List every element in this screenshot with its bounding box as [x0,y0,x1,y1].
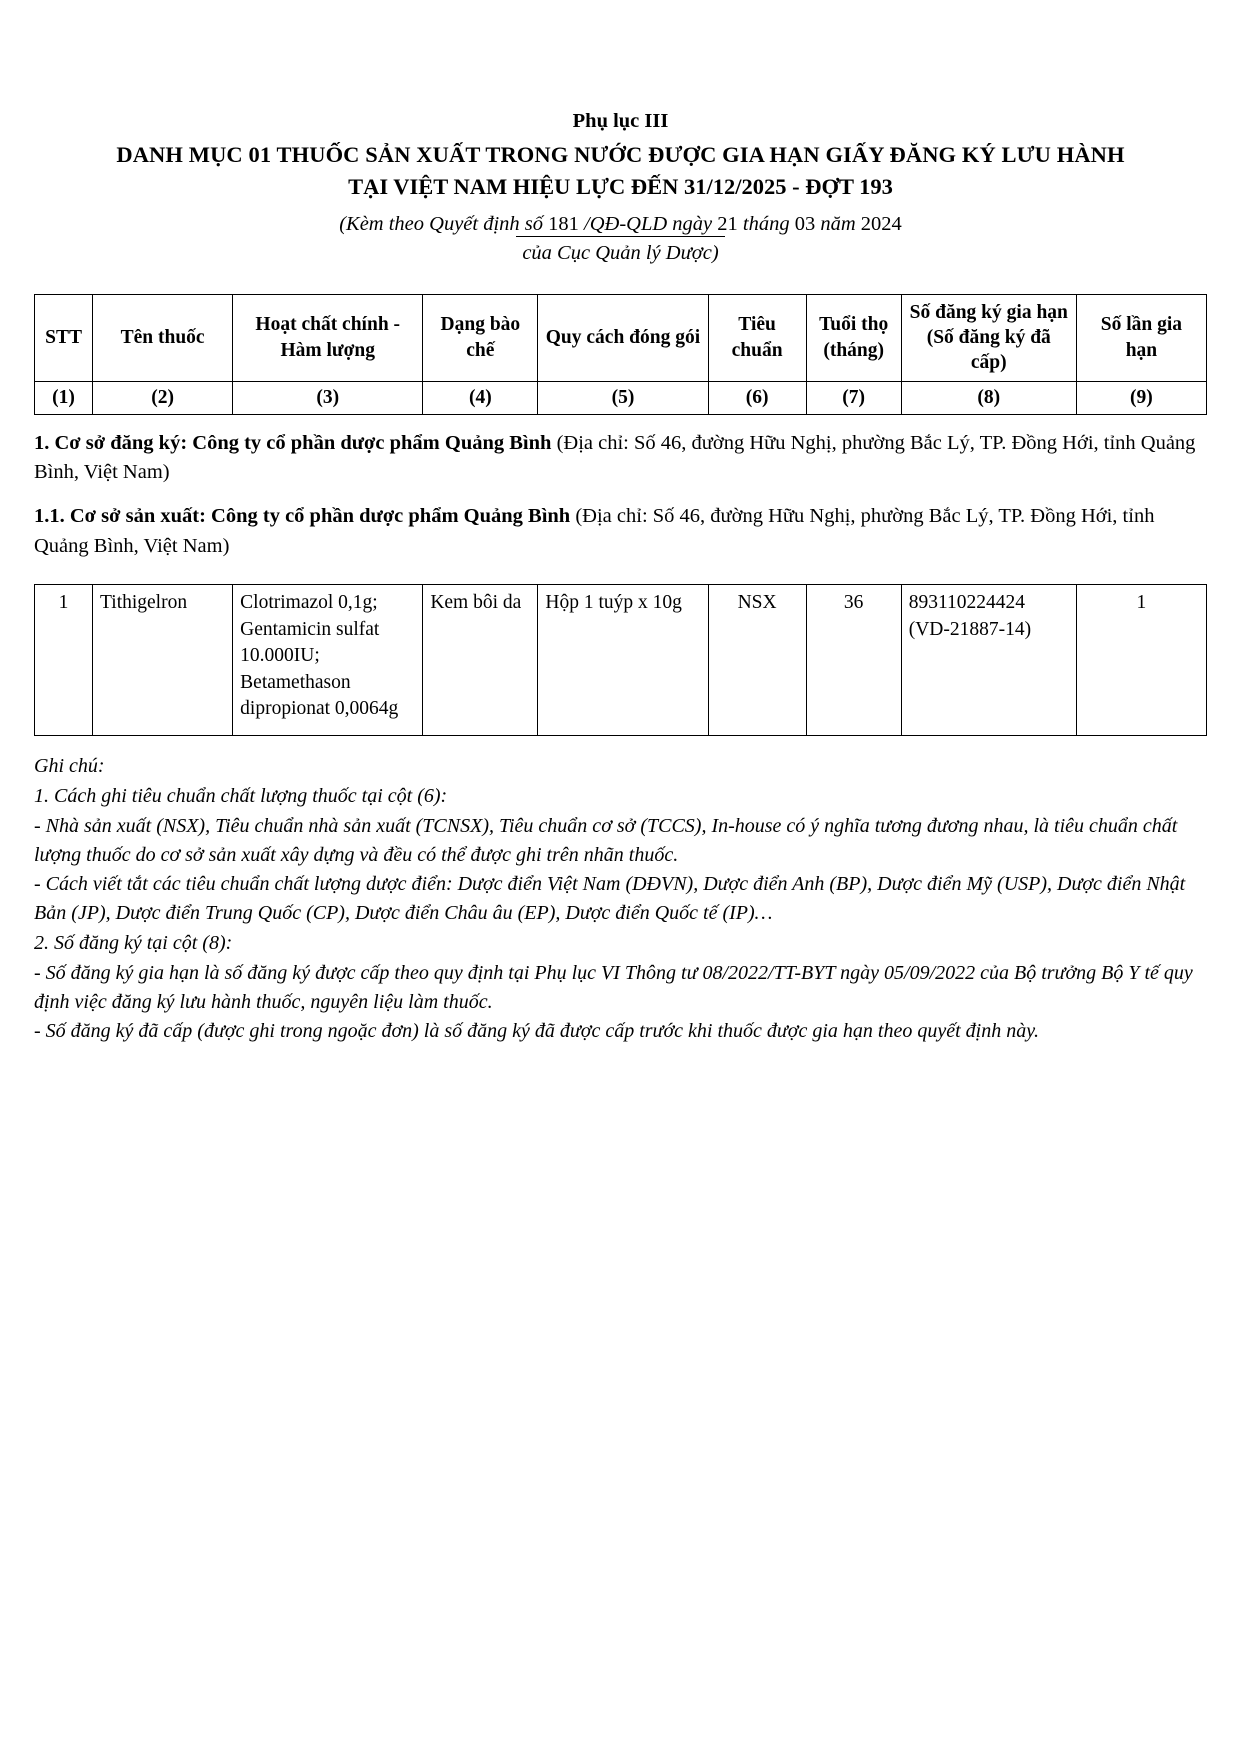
registrant-name: Công ty cổ phần dược phẩm Quảng Bình [192,431,552,454]
column-number-row [35,381,1207,414]
note-line-2: - Nhà sản xuất (NSX), Tiêu chuẩn nhà sản xuất (TCNSX), Tiêu chuẩn cơ sở (TCCS), In-house có ý nghĩa tương đương nhau, là tiêu chuẩn chất lượng thuốc do cơ sở sản xuất xây dựng và đều có thể được ghi trên nhãn thuốc. [34,814,1178,866]
column-number-2: (2) [93,381,233,414]
column-header-so-dang-ky: Số đăng ký gia hạn (Số đăng ký đã cấp) [901,294,1076,381]
note-line-1: 1. Cách ghi tiêu chuẩn chất lượng thuốc tại cột (6): [34,785,448,808]
column-number-6: (6) [708,381,806,414]
column-number-1: (1) [35,381,93,414]
column-header-quy-cach: Quy cách đóng gói [538,294,708,381]
decision-month: 03 [794,213,816,236]
issuing-authority: của Cục Quản lý Dược) [522,240,718,267]
column-header-ten-thuoc: Tên thuốc [93,294,233,381]
column-number-9: (9) [1076,381,1206,414]
registrant-line [34,429,1207,489]
decision-year: 2024 [860,213,902,236]
cell-tuoi-tho: 36 [806,585,901,736]
decision-year-label: năm [820,213,856,236]
table-header-row [35,294,1207,381]
decision-prefix: (Kèm theo Quyết định số [339,213,544,236]
cell-dang-bao-che: Kem bôi da [423,585,538,736]
column-header-dang-bao-che: Dạng bào chế [423,294,538,381]
decision-month-label: tháng [742,213,790,236]
decision-number: 181 [548,213,579,236]
note-line-3: - Cách viết tắt các tiêu chuẩn chất lượng dược điển: Dược điển Việt Nam (DĐVN), Dược điển Anh (BP), Dược điển Mỹ (USP), Dược điển Nhật Bản (JP), Dược điển Trung Quốc (CP), Dược điển Châu âu (EP), Dược điển Quốc tế (IP)… [34,873,1186,925]
cell-ten-thuoc: Tithigelron [93,585,233,736]
manufacturer-label: 1.1. Cơ sở sản xuất: [34,505,206,528]
note-line-5: - Số đăng ký gia hạn là số đăng ký được cấp theo quy định tại Phụ lục VI Thông tư 08/2022/TT-BYT ngày 05/09/2022 của Bộ trưởng Bộ Y tế quy định việc đăng ký lưu hành thuốc, nguyên liệu làm thuốc. [34,961,1193,1013]
column-header-hoat-chat: Hoạt chất chính - Hàm lượng [233,294,423,381]
registrant-label: 1. Cơ sở đăng ký: [34,431,188,454]
column-number-4: (4) [423,381,538,414]
document-title-line-2: TẠI VIỆT NAM HIỆU LỰC ĐẾN 31/12/2025 - ĐỢT 193 [348,173,893,199]
cell-so-lan-gia-han: 1 [1076,585,1206,736]
document-header [34,108,1207,268]
cell-stt: 1 [35,585,93,736]
column-header-so-lan-gia-han: Số lần gia hạn [1076,294,1206,381]
drug-list-table [34,584,1207,736]
registrant-address: (Địa chỉ: Số 46, đường Hữu Nghị, phường Bắc Lý, TP. Đồng Hới, tỉnh Quảng Bình, Việt Nam) [34,431,1196,484]
appendix-label: Phụ lục III [572,110,669,132]
column-header-stt: STT [35,294,93,381]
note-line-4: 2. Số đăng ký tại cột (8): [34,932,233,955]
cell-quy-cach: Hộp 1 tuýp x 10g [538,585,708,736]
manufacturer-name: Công ty cổ phần dược phẩm Quảng Bình [211,505,571,528]
cell-tieu-chuan: NSX [708,585,806,736]
column-number-7: (7) [806,381,901,414]
column-header-tuoi-tho: Tuổi thọ (tháng) [806,294,901,381]
document-title-line-1: DANH MỤC 01 THUỐC SẢN XUẤT TRONG NƯỚC ĐƯỢC GIA HẠN GIẤY ĐĂNG KÝ LƯU HÀNH [116,142,1125,168]
organization-block [34,429,1207,563]
cell-so-dang-ky: 893110224424 (VD-21887-14) [901,585,1076,736]
table-header [34,294,1207,415]
column-header-tieu-chuan: Tiêu chuẩn [708,294,806,381]
cell-hoat-chat: Clotrimazol 0,1g; Gentamicin sulfat 10.000IU; Betamethason dipropionat 0,0064g [233,585,423,736]
decision-day: 21 [717,213,738,236]
manufacturer-line [34,502,1207,562]
notes-title: Ghi chú: [34,755,105,778]
decision-reference [34,211,1207,238]
notes-section [34,752,1207,1046]
column-number-8: (8) [901,381,1076,414]
note-line-6: - Số đăng ký đã cấp (được ghi trong ngoặc đơn) là số đăng ký đã được cấp trước khi thuốc được gia hạn theo quyết định này. [34,1020,1039,1043]
column-number-3: (3) [233,381,423,414]
manufacturer-address: (Địa chỉ: Số 46, đường Hữu Nghị, phường Bắc Lý, TP. Đồng Hới, tỉnh Quảng Bình, Việt Nam) [34,505,1155,558]
decision-mid: /QĐ-QLD ngày [584,213,713,236]
table-row [35,585,1207,736]
column-number-5: (5) [538,381,708,414]
